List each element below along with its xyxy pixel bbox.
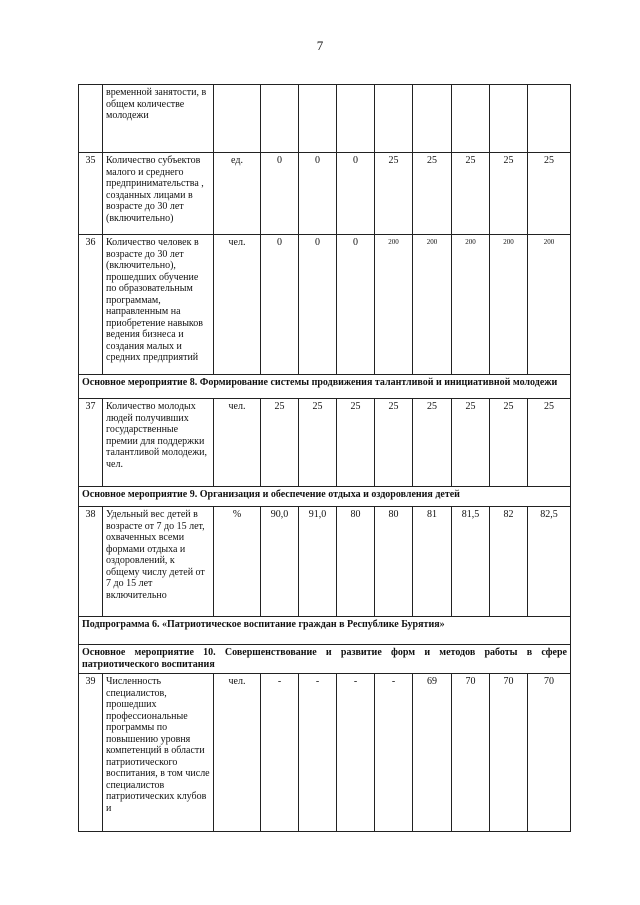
row-number: 38: [79, 507, 103, 617]
value-cell: [528, 85, 571, 153]
value-cell: 25: [413, 153, 452, 235]
unit-cell: [214, 85, 261, 153]
value-cell: -: [261, 674, 299, 832]
value-cell: [375, 85, 413, 153]
value-cell: [413, 85, 452, 153]
value-cell: 200: [490, 235, 528, 375]
section-row: [79, 617, 571, 645]
value-cell: -: [337, 674, 375, 832]
section-title: Основное мероприятие 8. Формирование системы продвижения талантливой и инициативной молодежи: [79, 375, 571, 399]
indicator-name: Количество молодых людей получивших государственные премии для поддержки талантливой молодежи, чел.: [103, 399, 214, 487]
section-title: Основное мероприятие 9. Организация и обеспечение отдыха и оздоровления детей: [79, 487, 571, 507]
value-cell: 200: [375, 235, 413, 375]
value-cell: 69: [413, 674, 452, 832]
value-cell: 0: [337, 235, 375, 375]
value-cell: 0: [261, 235, 299, 375]
section-row: [79, 487, 571, 507]
value-cell: 25: [375, 153, 413, 235]
value-cell: 80: [375, 507, 413, 617]
value-cell: 82,5: [528, 507, 571, 617]
value-cell: 0: [261, 153, 299, 235]
value-cell: 200: [528, 235, 571, 375]
value-cell: 25: [375, 399, 413, 487]
value-cell: 91,0: [299, 507, 337, 617]
value-cell: 0: [299, 153, 337, 235]
value-cell: 25: [261, 399, 299, 487]
table-row: [79, 507, 571, 617]
value-cell: -: [299, 674, 337, 832]
row-number: [79, 85, 103, 153]
value-cell: 25: [299, 399, 337, 487]
value-cell: 25: [452, 153, 490, 235]
value-cell: 81,5: [452, 507, 490, 617]
indicator-name: Количество субъектов малого и среднего предпринимательства , созданных лицами в возрасте до 30 лет (включительно): [103, 153, 214, 235]
section-row: [79, 375, 571, 399]
value-cell: [452, 85, 490, 153]
value-cell: 25: [337, 399, 375, 487]
value-cell: [299, 85, 337, 153]
table-row: [79, 85, 571, 153]
unit-cell: %: [214, 507, 261, 617]
unit-cell: чел.: [214, 399, 261, 487]
value-cell: 0: [337, 153, 375, 235]
indicators-table: [78, 84, 571, 832]
value-cell: -: [375, 674, 413, 832]
page-number: 7: [316, 38, 324, 53]
value-cell: 82: [490, 507, 528, 617]
value-cell: 0: [299, 235, 337, 375]
section-title: Подпрограмма 6. «Патриотическое воспитание граждан в Республике Бурятия»: [79, 617, 571, 645]
value-cell: [337, 85, 375, 153]
value-cell: 81: [413, 507, 452, 617]
value-cell: 25: [490, 399, 528, 487]
row-number: 37: [79, 399, 103, 487]
value-cell: 70: [490, 674, 528, 832]
value-cell: 70: [528, 674, 571, 832]
indicator-name: Численность специалистов, прошедших профессиональные программы по повышению уровня компетенций в области патриотического воспитания, в том числе специалистов патриотических клубов и: [103, 674, 214, 832]
value-cell: 25: [413, 399, 452, 487]
table-row: [79, 399, 571, 487]
indicator-name: Удельный вес детей в возрасте от 7 до 15 лет, охваченных всеми формами отдыха и оздоровлений, к общему числу детей от 7 до 15 лет включительно: [103, 507, 214, 617]
unit-cell: чел.: [214, 235, 261, 375]
section-row: [79, 645, 571, 674]
section-title: Основное мероприятие 10. Совершенствование и развитие форм и методов работы в сфере патриотического воспитания: [79, 645, 571, 674]
table-row: [79, 153, 571, 235]
value-cell: [261, 85, 299, 153]
value-cell: 25: [452, 399, 490, 487]
row-number: 35: [79, 153, 103, 235]
value-cell: 70: [452, 674, 490, 832]
table-row: [79, 235, 571, 375]
indicator-name: временной занятости, в общем количестве молодежи: [103, 85, 214, 153]
value-cell: [490, 85, 528, 153]
table-row: [79, 674, 571, 832]
value-cell: 200: [413, 235, 452, 375]
value-cell: 25: [490, 153, 528, 235]
value-cell: 25: [528, 399, 571, 487]
value-cell: 25: [528, 153, 571, 235]
unit-cell: чел.: [214, 674, 261, 832]
row-number: 36: [79, 235, 103, 375]
row-number: 39: [79, 674, 103, 832]
indicator-name: Количество человек в возрасте до 30 лет (включительно), прошедших обучение по образовательным программам, направленным на приобретение навыков ведения бизнеса и создания малых и средних предприятий: [103, 235, 214, 375]
value-cell: 80: [337, 507, 375, 617]
value-cell: 90,0: [261, 507, 299, 617]
unit-cell: ед.: [214, 153, 261, 235]
value-cell: 200: [452, 235, 490, 375]
